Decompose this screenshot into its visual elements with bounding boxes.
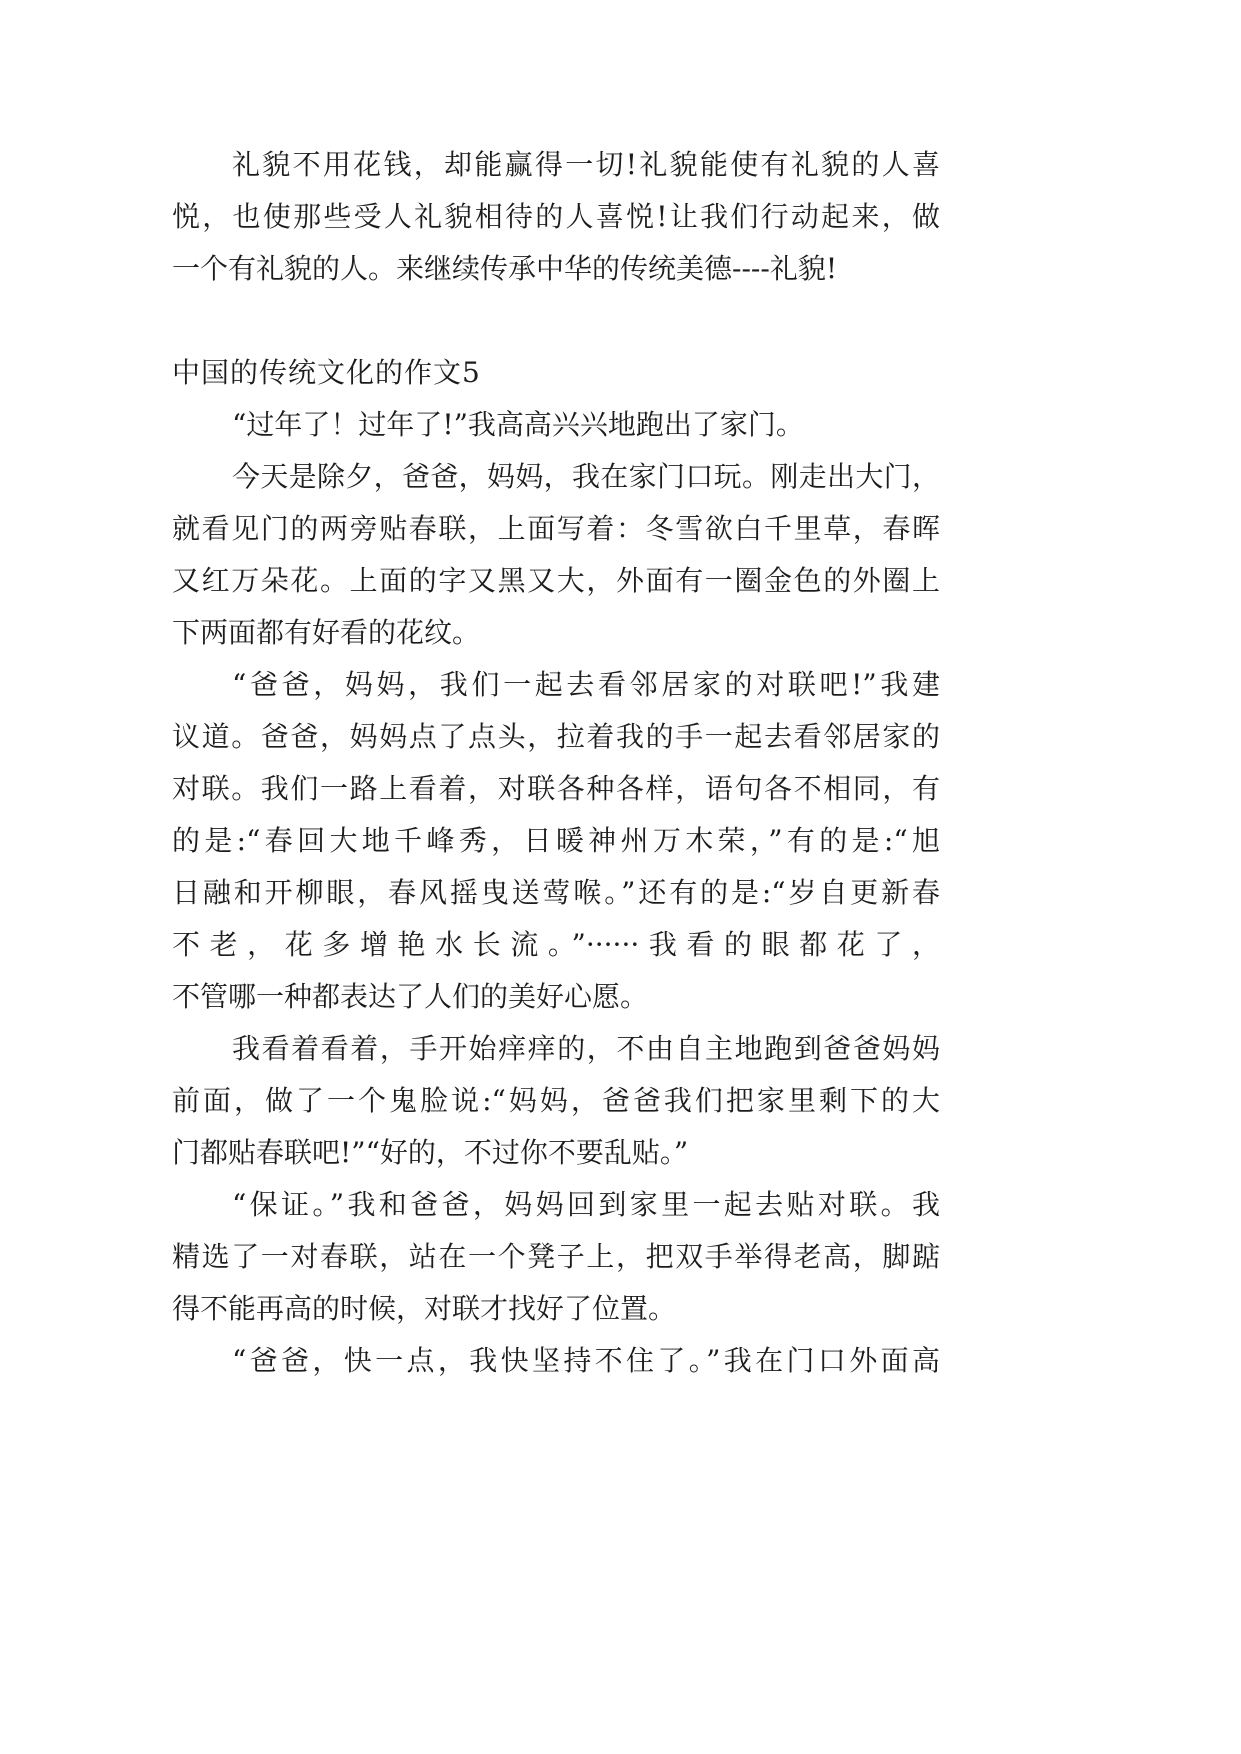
paragraph-conclusion xyxy=(172,139,940,295)
paragraph-line: 议道。爸爸，妈妈点了点头，拉着我的手一起去看邻居家的 xyxy=(172,720,940,753)
paragraph-promise xyxy=(172,1179,940,1335)
paragraph-line: 不老，花多增艳水长流。”······我看的眼都花了， xyxy=(172,928,940,961)
paragraph-line: 精选了一对春联，站在一个凳子上，把双手举得老高，脚踮 xyxy=(172,1240,940,1273)
paragraph-line: “爸爸，妈妈，我们一起去看邻居家的对联吧!”我建 xyxy=(232,668,940,701)
paragraph-line: 又红万朵花。上面的字又黑又大，外面有一圈金色的外圈上 xyxy=(172,564,940,597)
paragraph-line: 不管哪一种都表达了人们的美好心愿。 xyxy=(172,980,649,1013)
paragraph-line: 一个有礼貌的人。来继续传承中华的传统美德----礼貌! xyxy=(172,252,838,285)
essay-title: 中国的传统文化的作文5 xyxy=(172,356,481,389)
paragraph-line: 今天是除夕，爸爸，妈妈，我在家门口玩。刚走出大门， xyxy=(232,460,940,493)
paragraph-line: 门都贴春联吧!”“好的，不过你不要乱贴。” xyxy=(172,1136,689,1169)
paragraph-line: “保证。”我和爸爸，妈妈回到家里一起去贴对联。我 xyxy=(232,1188,940,1221)
paragraph-line: 我看着看着，手开始痒痒的，不由自主地跑到爸爸妈妈 xyxy=(232,1032,940,1065)
paragraph-line: 对联。我们一路上看着，对联各种各样，语句各不相同，有 xyxy=(172,772,940,805)
paragraph-line: 日融和开柳眼，春风摇曳送莺喉。”还有的是:“岁自更新春 xyxy=(172,876,940,909)
paragraph-itchy-hands xyxy=(172,1023,940,1179)
paragraph-new-years-eve xyxy=(172,451,940,659)
paragraph-line: 前面，做了一个鬼脸说:“妈妈，爸爸我们把家里剩下的大 xyxy=(172,1084,940,1117)
paragraph-new-year xyxy=(172,399,940,451)
paragraph-line: 下两面都有好看的花纹。 xyxy=(172,616,481,649)
paragraph-line: “爸爸，快一点，我快坚持不住了。”我在门口外面高 xyxy=(232,1344,940,1377)
paragraph-line: 悦，也使那些受人礼貌相待的人喜悦!让我们行动起来，做 xyxy=(172,200,940,233)
paragraph-neighbor-couplets xyxy=(172,659,940,1023)
document-page xyxy=(172,139,940,1387)
paragraph-line: 得不能再高的时候，对联才找好了位置。 xyxy=(172,1292,677,1325)
paragraph-line: “过年了！过年了!”我高高兴兴地跑出了家门。 xyxy=(232,408,804,441)
paragraph-line: 就看见门的两旁贴春联，上面写着：冬雪欲白千里草，春晖 xyxy=(172,512,940,545)
paragraph-hurry-up xyxy=(172,1335,940,1387)
paragraph-line: 礼貌不用花钱，却能赢得一切!礼貌能使有礼貌的人喜 xyxy=(232,148,940,181)
blank-line xyxy=(172,295,940,347)
paragraph-line: 的是:“春回大地千峰秀，日暖神州万木荣，”有的是:“旭 xyxy=(172,824,940,857)
